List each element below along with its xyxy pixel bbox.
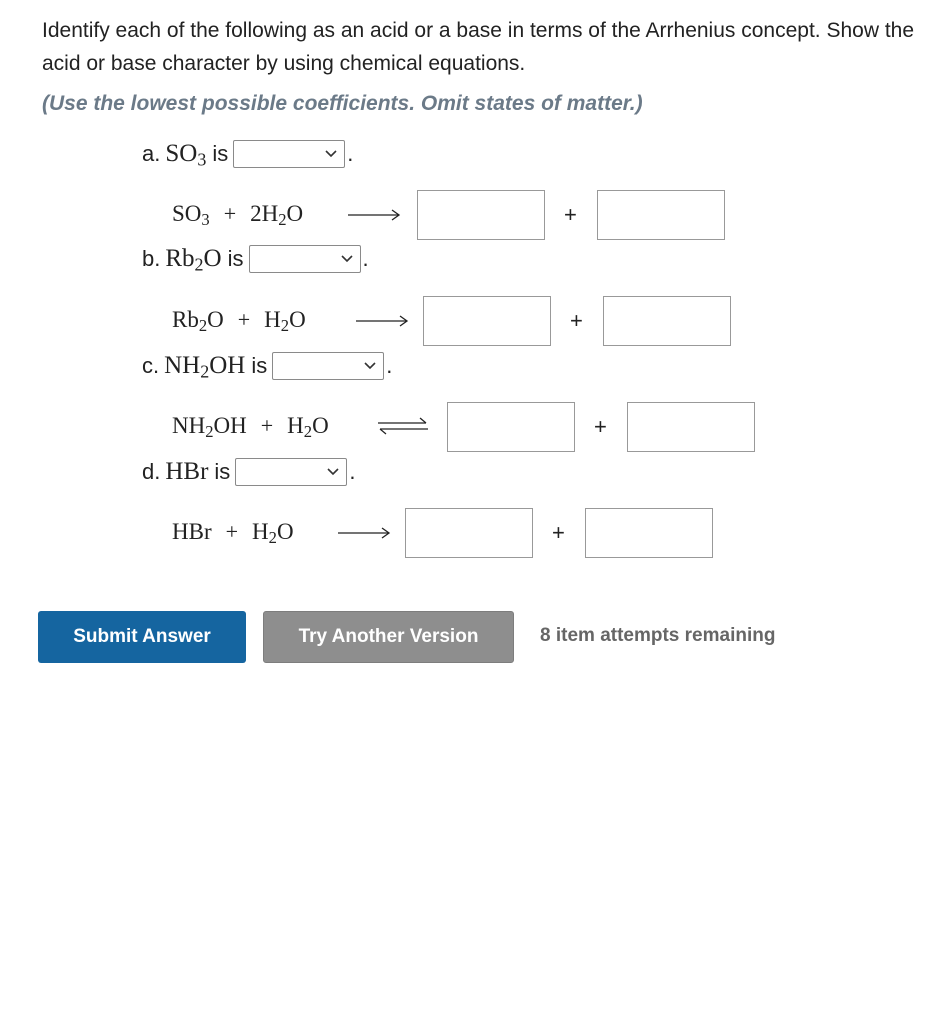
part-a-reactant-plus: + (223, 201, 237, 226)
chevron-down-icon (326, 462, 340, 480)
arrow-right-icon (346, 205, 402, 225)
part-b-equation (172, 307, 306, 336)
part-c-reactant: $NH_2OH$ (172, 413, 247, 442)
part-a-equation (172, 201, 304, 230)
submit-answer-button[interactable]: Submit Answer (38, 611, 246, 663)
part-c-product-plus: + (594, 414, 607, 439)
part-d-product-2-input[interactable] (585, 508, 713, 558)
part-d-product-1-input[interactable] (405, 508, 533, 558)
part-d-equation (172, 519, 294, 548)
part-b-product-plus: + (570, 308, 583, 333)
part-c-product-1-input[interactable] (447, 402, 575, 452)
part-a-question (142, 140, 353, 168)
question-intro: Identify each of the following as an acid or a base in terms of the Arrhenius concept. Show the acid or base character by using chemical equations. (42, 19, 915, 75)
part-b-period: . (362, 246, 369, 271)
part-a-product-1-input[interactable] (417, 190, 545, 240)
part-d-acid-base-select[interactable] (235, 458, 347, 486)
part-a-acid-base-select[interactable] (233, 140, 345, 168)
part-c-formula: $NH_2OH$ (164, 352, 246, 382)
chevron-down-icon (340, 249, 354, 267)
part-c-period: . (386, 353, 393, 378)
arrow-right-icon (354, 311, 410, 331)
part-d-formula: HBr (165, 458, 209, 485)
part-b-product-2-input[interactable] (603, 296, 731, 346)
part-d-product-plus: + (552, 520, 565, 545)
part-a-formula: $SO_3$ (165, 140, 207, 170)
part-b-reactant-plus: + (237, 307, 251, 332)
part-b-label: b. (142, 246, 161, 271)
try-another-version-button[interactable]: Try Another Version (263, 611, 514, 663)
part-c-equation (172, 413, 329, 442)
part-a-is: is (212, 141, 229, 166)
attempts-remaining: 8 item attempts remaining (540, 625, 776, 646)
part-d-reactant: HBr (172, 519, 212, 544)
equilibrium-arrow-icon (376, 416, 430, 436)
part-c-label: c. (142, 353, 160, 378)
chevron-down-icon (363, 356, 377, 374)
part-a-reactant: $SO_3$ (172, 201, 210, 230)
part-c-water: $H_2O$ (287, 413, 329, 442)
part-d-period: . (349, 459, 356, 484)
part-c-acid-base-select[interactable] (272, 352, 384, 380)
part-a-product-2-input[interactable] (597, 190, 725, 240)
part-a-product-plus: + (564, 202, 577, 227)
part-b-question (142, 245, 369, 273)
part-c-question (142, 352, 392, 380)
part-b-water: $H_2O$ (264, 307, 306, 336)
part-b-reactant: $Rb_2O$ (172, 307, 224, 336)
part-b-product-1-input[interactable] (423, 296, 551, 346)
part-d-is: is (214, 459, 231, 484)
part-d-label: d. (142, 459, 161, 484)
part-c-is: is (251, 353, 268, 378)
part-c-reactant-plus: + (260, 413, 274, 438)
part-d-reactant-plus: + (225, 519, 239, 544)
part-a-water: $2H_2O$ (250, 201, 304, 230)
part-a-period: . (347, 141, 354, 166)
arrow-right-icon (336, 523, 392, 543)
chevron-down-icon (324, 144, 338, 162)
part-b-acid-base-select[interactable] (249, 245, 361, 273)
question-hint: (Use the lowest possible coefficients. Omit states of matter.) (42, 92, 643, 115)
part-d-question (142, 458, 355, 486)
part-b-is: is (227, 246, 244, 271)
part-d-water: $H_2O$ (252, 519, 294, 548)
part-b-formula: $Rb_2O$ (165, 245, 222, 275)
part-c-product-2-input[interactable] (627, 402, 755, 452)
part-a-label: a. (142, 141, 161, 166)
